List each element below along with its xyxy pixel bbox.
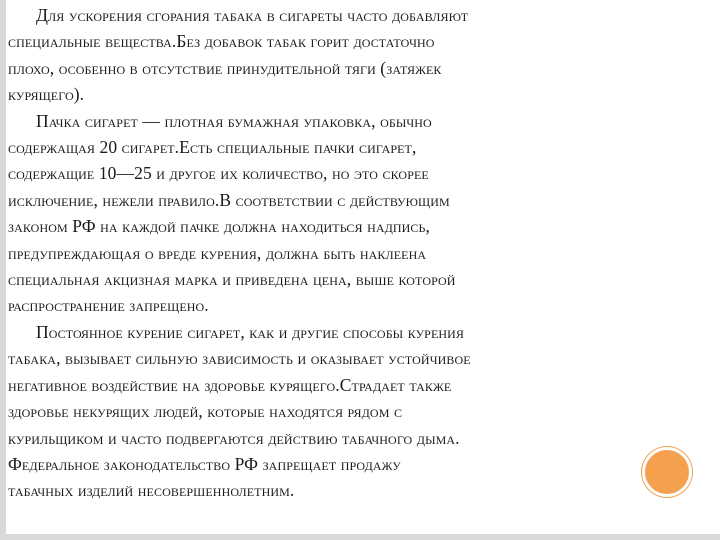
text-line: Пачка сигарет — плотная бумажная упаковка, обычно — [36, 110, 432, 131]
text-line: распространение запрещено. — [8, 295, 209, 316]
paragraph-2 — [8, 108, 714, 319]
paragraph-3 — [8, 319, 714, 504]
text-line: исключение, нежели правило.В соответствии с действующим — [8, 189, 450, 210]
text-line: специальная акцизная марка и приведена цена, выше которой — [8, 269, 456, 290]
text-line: Федеральное законодательство РФ запрещает продажу — [8, 453, 401, 474]
text-line: предупреждающая о вреде курения, должна быть наклеена — [8, 242, 427, 263]
text-line: негативное воздействие на здоровье курящего.Страдает также — [8, 374, 452, 395]
slide-bottom-border — [0, 534, 720, 540]
paragraph-1 — [8, 2, 714, 108]
text-line: курильщиком и часто подвергаются действию табачного дыма. — [8, 427, 460, 448]
text-line: Для ускорения сгорания табака в сигареты часто добавляют — [36, 5, 469, 25]
text-line: табака, вызывает сильную зависимость и оказывает устойчивое — [8, 348, 471, 369]
decorative-circle-icon — [642, 447, 692, 497]
text-line: здоровье некурящих людей, которые находятся рядом с — [8, 401, 403, 422]
text-line: содержащая 20 сигарет.Есть специальные пачки сигарет, — [8, 137, 417, 158]
text-line: плохо, особенно в отсутствие принудительной тяги (затяжек — [8, 57, 442, 78]
text-line: специальные вещества.Без добавок табак горит достаточно — [8, 31, 435, 52]
text-line: табачных изделий несовершеннолетним. — [8, 480, 295, 501]
body-text — [8, 2, 714, 504]
text-line: курящего). — [8, 84, 85, 105]
text-line: содержащие 10—25 и другое их количество, но это скорее — [8, 163, 429, 184]
text-line: Постоянное курение сигарет, как и другие способы курения — [36, 321, 465, 342]
text-line: законом РФ на каждой пачке должна находиться надпись, — [8, 216, 430, 237]
